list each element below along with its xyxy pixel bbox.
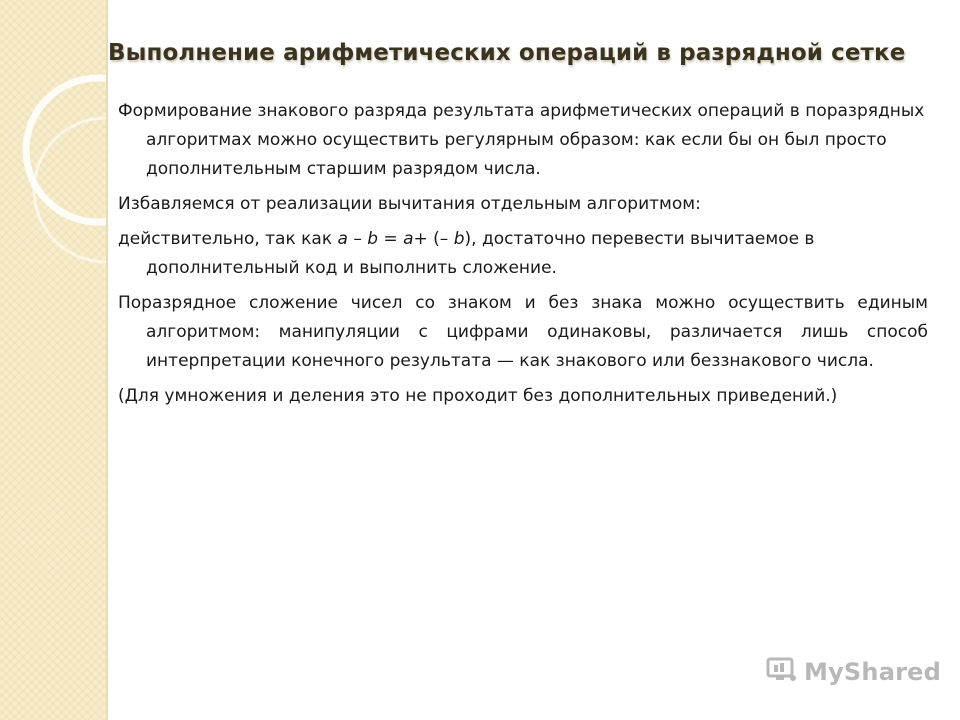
formula-equals: = bbox=[378, 229, 404, 249]
mysh-logo bbox=[766, 656, 941, 688]
formula-var-b2: b bbox=[453, 229, 465, 249]
formula-var-b: b bbox=[367, 229, 379, 249]
side-panel-border bbox=[106, 0, 108, 720]
formula-prefix: действительно, так как bbox=[118, 229, 338, 249]
formula-var-a: a bbox=[337, 229, 348, 249]
paragraph-formula bbox=[118, 225, 928, 283]
slide-title: Выполнение арифметических операций в разрядной сетке bbox=[108, 40, 906, 66]
slide-body bbox=[118, 97, 928, 417]
formula-plus: + (– bbox=[413, 229, 454, 249]
formula-var-a2: a bbox=[403, 229, 414, 249]
mysh-logo-icon bbox=[766, 656, 798, 688]
logo-text: MyShared bbox=[804, 658, 941, 686]
paragraph-sign-bit: Формирование знакового разряда результата арифметических операций в поразрядных алгоритмах можно осуществить регулярным образом: как если бы он был просто дополнительным старшим разрядом числа. bbox=[118, 101, 925, 179]
paragraph-unified-addition: Поразрядное сложение чисел со знаком и без знака можно осуществить единым алгоритмом: манипуляции с цифрами одинаковы, различается лишь способ интерпретации конечного результата — как знакового или беззнакового числа. bbox=[118, 293, 928, 371]
decorative-side-panel bbox=[0, 0, 106, 720]
formula-suffix: ), достаточно перевести вычитаемое в дополнительный код и выполнить сложение. bbox=[146, 229, 815, 278]
decorative-circles bbox=[0, 0, 106, 720]
paragraph-subtraction: Избавляемся от реализации вычитания отдельным алгоритмом: bbox=[118, 194, 701, 214]
paragraph-multiplication-note: (Для умножения и деления это не проходит без дополнительных приведений.) bbox=[118, 386, 838, 406]
formula-minus: – bbox=[347, 229, 368, 249]
